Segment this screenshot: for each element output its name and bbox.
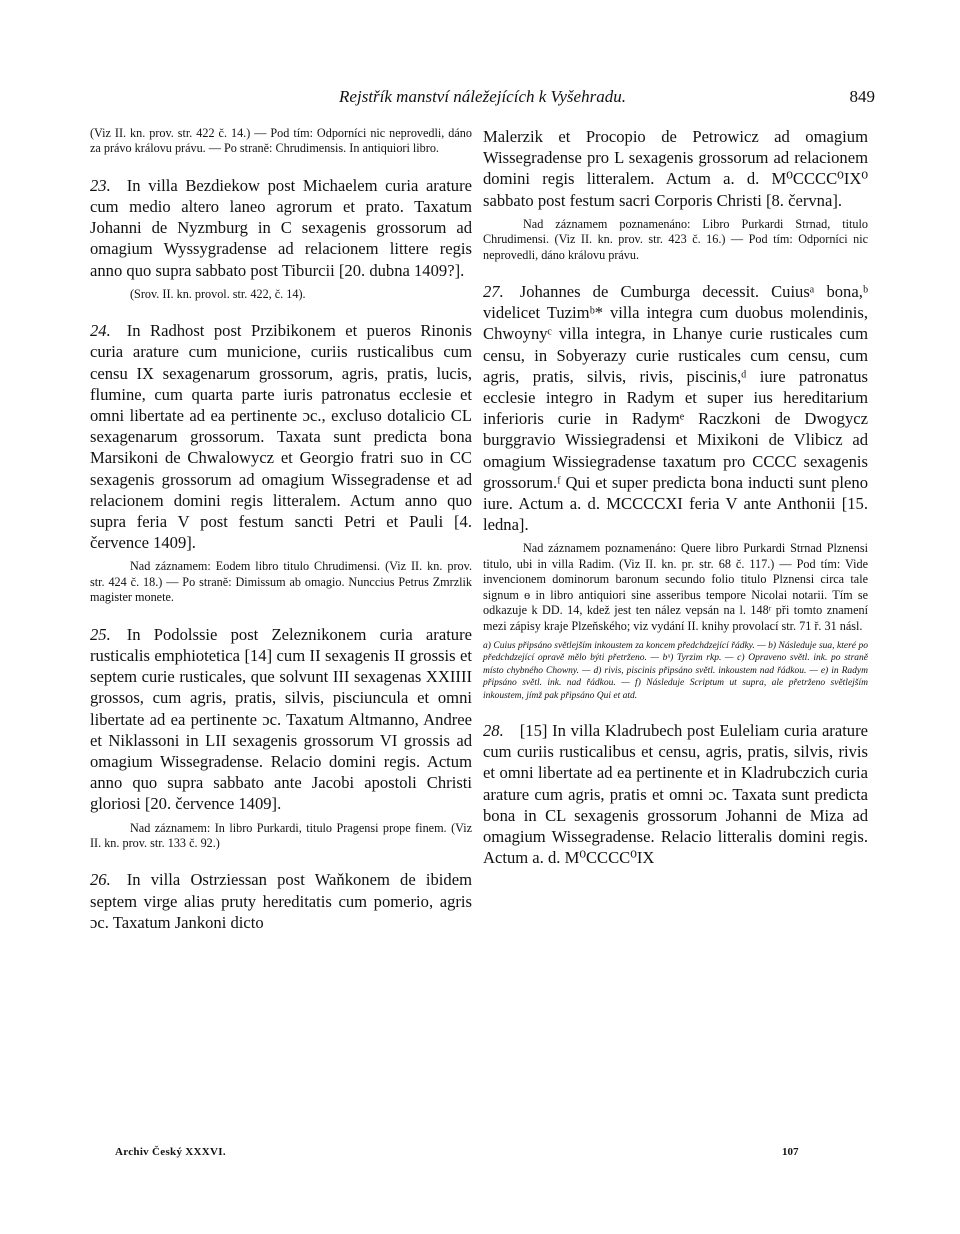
editorial-note: Nad záznamem: Eodem libro titulo Chrudimensi. (Viz II. kn. prov. str. 424 č. 18.) — Po straně: Dimissum ab omagio. Nunccius Petrus Zmrzlik magister monete.	[90, 559, 472, 605]
left-column	[90, 126, 472, 933]
entry-paragraph	[483, 281, 868, 535]
entry-number: 26.	[90, 870, 111, 890]
running-title: Rejstřík manství náležejících k Vyšehradu.	[339, 87, 626, 106]
running-header	[90, 84, 875, 114]
sheet-signature: Archiv Český XXXVI.	[115, 1146, 226, 1158]
entry-text: In Radhost post Przibikonem et pueros Rinonis curia arature cum municione, curiis rusticalibus cum censu IX sexagenarum grossorum, agris, pratis, lucis, flumine, cum quarta parte iuris patronatus ecclesie et omni libertate ad ea pertinente ɔc., excluso dotalicio CL sexagenarum grossorum. Taxata sunt predicta bona Marsikoni de Chwalowycz et Georgio fratri suo in CC sexagenis grossorum ad omagium Wissegradense et ad relacionem domini regis litteralem. Actum anno quo supra feria V post festum sancti Petri et Pauli [4. července 1409].	[90, 321, 472, 553]
entry-text: In villa Ostrziessan post Waňkonem de ibidem septem virge alias pruty hereditatis cum pomerio, agris ɔc. Taxatum Jankoni dicto	[90, 870, 472, 932]
entry-text: Johannes de Cumburga decessit. Cuiusᵃ bona,ᵇ videlicet Tuzimᵇ* villa integra cum duobus molendinis, Chwoynyᶜ villa integra, in Lhanye curie rusticales cum censu, in Sobyerazy curie rusticales cum censu, cum agris, pratis, silvis, rivis, piscinis,ᵈ iure patronatus ecclesie integro in Radym et super ius hereditarium inferioris curie in Radymᵉ Raczkoni de Dwogycz burggravio Wissiegradensi et Mixikoni de Vlibicz ad omagium Wissiegradense taxatum pro CCCC sexagenis grossorum.ᶠ Qui et super predicta bona inducti sunt pleno iure. Actum a. d. MCCCCXI feria V ante Anthonii [15. ledna].	[483, 282, 868, 535]
entry-text: Malerzik et Procopio de Petrowicz ad omagium Wissegradense pro L sexagenis grossorum ad relacionem domini regis litteralem. Actum a. d. M⁰CCCC⁰IX⁰ sabbato post festum sacri Corporis Christi [8. června].	[483, 127, 868, 210]
entry-text: In villa Bezdiekow post Michaelem curia arature cum medio altero laneo agrorum et prato. Taxatum Johanni de Nyzmburg in C sexagenis grossorum ad omagium Wyssygradense ad relacionem littere regis anno quo supra sabbato post Tiburcii [20. dubna 1409?].	[90, 175, 472, 280]
entry-paragraph	[90, 175, 472, 281]
entry-number: 23.	[90, 175, 111, 195]
editorial-note: Nad záznamem poznamenáno: Quere libro Purkardi Strnad Plznensi titulo, ubi in villa Radim. (Viz II. kn. pr. str. 68 č. 117.) — Pod tím: Vide invencionem dominorum baronum secundo folio titulo Plznensi circa tale signum ɵ in libro antiquiori sine asseribus tempore Nicolai notarii. Tím se odkazuje k DD. 14, kdež jest ten nález vepsán na l. 148ʳ při tomto znamení mezi zápisy kraje Plzeňského; viz vydání II. knihy provolací str. 71 ř. 31 násl.	[483, 541, 868, 633]
page-number: 849	[849, 87, 875, 106]
editorial-note: Nad záznamem poznamenáno: Libro Purkardi Strnad, titulo Chrudimensi. (Viz II. kn. prov. str. 423 č. 16.) — Pod tím: Odporníci nic neprovedli, dáno královu právu.	[483, 216, 868, 262]
entry-paragraph	[483, 126, 868, 211]
entry-text: [15] In villa Kladrubech post Euleliam curia arature cum curiis rusticalibus et censu, agris, pratis, silvis, rivis et omni libertate ad ea pertinente et in Kladrubczich curia arature cum agris, pratis et omni ɔc. Taxata sunt predicta bona in CL sexagenis grossorum Johanni de Miza ad omagium Wissegradense. Relacio litteralis domini regis. Actum a. d. M⁰CCCC⁰IX	[483, 720, 868, 868]
editorial-note: (Srov. II. kn. provol. str. 422, č. 14).	[130, 286, 306, 301]
entry-paragraph	[90, 320, 472, 553]
entry-number: 25.	[90, 624, 111, 644]
editorial-note: (Viz II. kn. prov. str. 422 č. 14.) — Pod tím: Odporníci nic neprovedli, dáno za právo královu právu. — Po straně: Chrudimensis. In antiquiori libro.	[90, 126, 472, 156]
right-column	[483, 126, 868, 868]
entry-number: 27.	[483, 282, 504, 302]
footnotes: a) Cuius připsáno světlejším inkoustem za koncem předchdzející řádky. — b) Následuje sua, které po předchdzející opravě mělo býti přetrženo. — bˣ) Tyrzim rkp. — c) Opraveno světl. ink. po straně místo chybného Chowny. — d) rivis, piscinis připsáno světl. inkoustem nad řádkou. — e) in Radym připsáno světl. ink. nad řádkou. — f) Následuje Scriptum ut supra, ale přetrženo světlejším inkoustem, jímž pak připsáno Qui et atd.	[483, 640, 868, 701]
entry-paragraph	[90, 869, 472, 933]
entry-paragraph	[483, 720, 868, 868]
entry-paragraph	[90, 624, 472, 815]
entry-number: 28.	[483, 720, 504, 740]
sheet-number: 107	[782, 1146, 799, 1158]
editorial-note: Nad záznamem: In libro Purkardi, titulo Pragensi prope finem. (Viz II. kn. prov. str. 133 č. 92.)	[90, 820, 472, 850]
entry-number: 24.	[90, 321, 111, 341]
entry-text: In Podolssie post Zeleznikonem curia arature rusticalis emphiotetica [14] cum II sexagenis II grossis et septem curie rusticales, que solvunt III sexagenas XXIIII grossos, cum agris, pratis, silvis, pisciuncula et omni libertate ad ea pertinente ɔc. Taxatum Altmanno, Andree et Niklassoni in LII sexagenis grossorum VI grossis ad omagium Wissegradense. Relacio domini regis. Actum anno quo supra sabbato ante Jacobi apostoli Christi gloriosi [20. července 1409].	[90, 624, 472, 814]
